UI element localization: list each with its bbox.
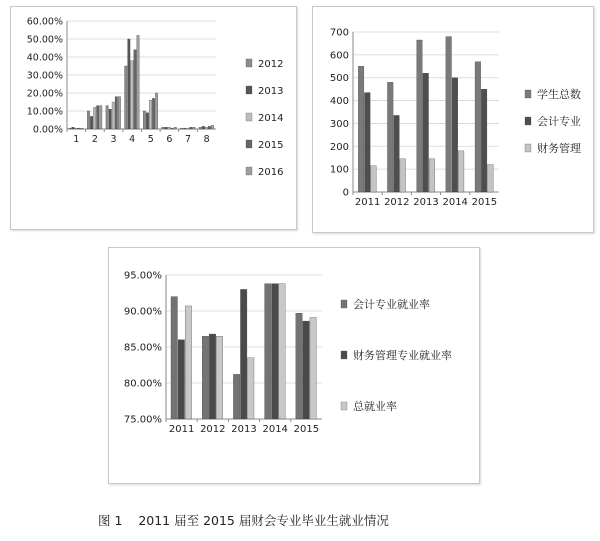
bar-1-s3-c3 bbox=[134, 50, 136, 129]
bar-1-s1-c5 bbox=[165, 127, 167, 129]
bar-2-s0-c0 bbox=[358, 66, 364, 192]
bar-1-s0-c6 bbox=[180, 128, 182, 129]
bar-1-s3-c4 bbox=[152, 98, 154, 129]
x-tick-label: 2011 bbox=[354, 197, 381, 208]
bar-3-s1-c4 bbox=[303, 321, 309, 419]
bar-3-s0-c3 bbox=[265, 284, 271, 419]
bar-1-s4-c3 bbox=[137, 35, 139, 129]
bar-3-s2-c1 bbox=[216, 336, 222, 419]
y-tick-label: 500 bbox=[329, 73, 349, 85]
bar-1-s4-c5 bbox=[174, 127, 176, 129]
y-tick-label: 85.00% bbox=[123, 342, 162, 354]
x-tick-label: 8 bbox=[203, 134, 210, 145]
bar-1-s4-c0 bbox=[81, 128, 83, 129]
chart-3-canvas bbox=[109, 248, 479, 483]
bar-3-s1-c1 bbox=[209, 334, 215, 419]
y-tick-label: 80.00% bbox=[123, 378, 162, 390]
figure-caption: 图 1 2011 届至 2015 届财会专业毕业生就业情况 bbox=[98, 513, 389, 528]
legend-swatch bbox=[341, 300, 347, 308]
bar-1-s0-c5 bbox=[162, 127, 164, 129]
bar-1-s3-c7 bbox=[208, 126, 210, 129]
y-tick-label: 95.00% bbox=[123, 270, 162, 282]
bar-2-s1-c3 bbox=[452, 78, 458, 192]
x-tick-label: 2012 bbox=[200, 424, 226, 435]
bar-1-s4-c4 bbox=[155, 93, 157, 129]
bar-1-s2-c7 bbox=[205, 127, 207, 129]
legend-label: 2015 bbox=[258, 140, 284, 151]
legend-label: 2012 bbox=[258, 59, 284, 70]
legend-label: 会计专业 bbox=[537, 115, 581, 128]
bar-1-s0-c4 bbox=[143, 111, 145, 129]
legend-label: 2014 bbox=[258, 113, 284, 124]
chart-panel-3 bbox=[108, 247, 480, 484]
bar-1-s1-c3 bbox=[128, 39, 130, 129]
bar-3-s2-c4 bbox=[310, 317, 316, 419]
bar-1-s3-c1 bbox=[96, 106, 98, 129]
x-tick-label: 2013 bbox=[231, 424, 257, 435]
bar-1-s4-c2 bbox=[118, 97, 120, 129]
bar-1-s1-c0 bbox=[72, 127, 74, 129]
y-tick-label: 75.00% bbox=[123, 414, 162, 426]
bar-1-s0-c7 bbox=[199, 127, 201, 129]
legend-swatch bbox=[246, 59, 252, 67]
bar-1-s0-c2 bbox=[106, 106, 108, 129]
bar-2-s2-c3 bbox=[458, 151, 464, 192]
x-tick-label: 2011 bbox=[168, 424, 195, 435]
y-tick-label: 10.00% bbox=[26, 106, 63, 118]
legend-swatch bbox=[246, 113, 252, 121]
y-tick-label: 30.00% bbox=[26, 70, 63, 82]
y-tick-label: 600 bbox=[329, 50, 349, 62]
bar-3-s1-c2 bbox=[240, 289, 246, 419]
x-tick-label: 2014 bbox=[442, 197, 468, 208]
bar-1-s3-c5 bbox=[171, 128, 173, 129]
bar-2-s2-c0 bbox=[371, 166, 377, 192]
bar-1-s2-c5 bbox=[168, 127, 170, 129]
bar-2-s1-c4 bbox=[481, 89, 487, 192]
y-tick-label: 90.00% bbox=[123, 306, 162, 318]
legend-swatch bbox=[525, 117, 531, 125]
bar-1-s0-c1 bbox=[87, 111, 89, 129]
legend-swatch bbox=[525, 90, 531, 98]
bar-2-s0-c3 bbox=[446, 37, 452, 192]
bar-3-s0-c0 bbox=[171, 297, 177, 419]
bar-1-s3-c6 bbox=[190, 127, 192, 129]
legend-swatch bbox=[341, 351, 347, 359]
chart-panel-2 bbox=[312, 6, 594, 233]
y-tick-label: 20.00% bbox=[26, 88, 63, 100]
x-tick-label: 2014 bbox=[262, 424, 288, 435]
bar-1-s3-c2 bbox=[115, 97, 117, 129]
bar-1-s1-c1 bbox=[90, 116, 92, 129]
legend-label: 总就业率 bbox=[353, 400, 397, 413]
bar-1-s2-c2 bbox=[112, 102, 114, 129]
bar-1-s1-c6 bbox=[183, 128, 185, 129]
y-tick-label: 400 bbox=[329, 96, 349, 108]
chart-2-canvas bbox=[313, 7, 593, 232]
bar-2-s0-c2 bbox=[417, 40, 423, 192]
bar-1-s0-c3 bbox=[125, 66, 127, 129]
bar-1-s1-c4 bbox=[146, 113, 148, 129]
bar-3-s2-c3 bbox=[279, 284, 285, 419]
x-tick-label: 2012 bbox=[384, 197, 410, 208]
bar-3-s2-c0 bbox=[185, 306, 191, 419]
legend-swatch bbox=[246, 167, 252, 175]
bar-2-s0-c1 bbox=[387, 82, 393, 192]
legend-swatch bbox=[246, 86, 252, 94]
bar-1-s3-c0 bbox=[78, 128, 80, 129]
bar-2-s2-c1 bbox=[400, 159, 406, 192]
bar-3-s2-c2 bbox=[248, 358, 254, 419]
bar-3-s1-c3 bbox=[272, 284, 278, 419]
bar-1-s4-c1 bbox=[100, 106, 102, 129]
x-tick-label: 2015 bbox=[471, 197, 498, 208]
x-tick-label: 2015 bbox=[293, 424, 320, 435]
x-tick-label: 7 bbox=[185, 134, 192, 145]
legend-label: 财务管理专业就业率 bbox=[353, 349, 452, 362]
x-tick-label: 6 bbox=[166, 134, 173, 145]
legend-label: 会计专业就业率 bbox=[353, 298, 430, 311]
bar-1-s4-c6 bbox=[193, 127, 195, 129]
bar-2-s1-c2 bbox=[423, 73, 429, 192]
bar-3-s1-c0 bbox=[178, 340, 184, 419]
bar-1-s0-c0 bbox=[69, 128, 71, 129]
bar-1-s4-c7 bbox=[211, 125, 213, 129]
y-tick-label: 200 bbox=[329, 141, 349, 153]
bar-3-s0-c2 bbox=[233, 374, 239, 419]
bar-1-s1-c2 bbox=[109, 109, 111, 129]
x-tick-label: 5 bbox=[147, 134, 154, 145]
legend-label: 2013 bbox=[258, 86, 284, 97]
chart-panel-1 bbox=[10, 6, 297, 230]
legend-label: 学生总数 bbox=[537, 88, 581, 101]
y-tick-label: 100 bbox=[329, 164, 349, 176]
legend-swatch bbox=[246, 140, 252, 148]
y-tick-label: 300 bbox=[329, 118, 349, 130]
bar-2-s0-c4 bbox=[475, 62, 481, 192]
y-tick-label: 60.00% bbox=[26, 16, 63, 28]
legend-label: 财务管理 bbox=[537, 142, 581, 155]
legend-swatch bbox=[525, 144, 531, 152]
bar-2-s1-c1 bbox=[394, 115, 400, 192]
y-tick-label: 40.00% bbox=[26, 52, 63, 64]
legend-swatch bbox=[341, 402, 347, 410]
y-tick-label: 50.00% bbox=[26, 34, 63, 46]
bar-1-s2-c6 bbox=[187, 128, 189, 129]
legend-label: 2016 bbox=[258, 167, 284, 178]
bar-1-s1-c7 bbox=[202, 126, 204, 129]
bar-2-s1-c0 bbox=[364, 93, 370, 192]
bar-1-s2-c3 bbox=[131, 61, 133, 129]
x-tick-label: 1 bbox=[73, 134, 80, 145]
bar-1-s2-c1 bbox=[93, 107, 95, 129]
x-tick-label: 3 bbox=[110, 134, 117, 145]
x-tick-label: 2013 bbox=[413, 197, 439, 208]
x-tick-label: 4 bbox=[129, 134, 136, 145]
bar-3-s0-c4 bbox=[296, 313, 302, 419]
bar-3-s0-c1 bbox=[202, 336, 208, 419]
bar-2-s2-c2 bbox=[429, 159, 435, 192]
y-tick-label: 0.00% bbox=[32, 124, 63, 136]
y-tick-label: 700 bbox=[329, 27, 349, 39]
bar-2-s2-c4 bbox=[488, 165, 494, 192]
x-tick-label: 2 bbox=[91, 134, 98, 145]
bar-1-s2-c0 bbox=[75, 128, 77, 129]
y-tick-label: 0 bbox=[342, 187, 349, 199]
chart-1-canvas bbox=[11, 7, 296, 229]
bar-1-s2-c4 bbox=[149, 100, 151, 129]
